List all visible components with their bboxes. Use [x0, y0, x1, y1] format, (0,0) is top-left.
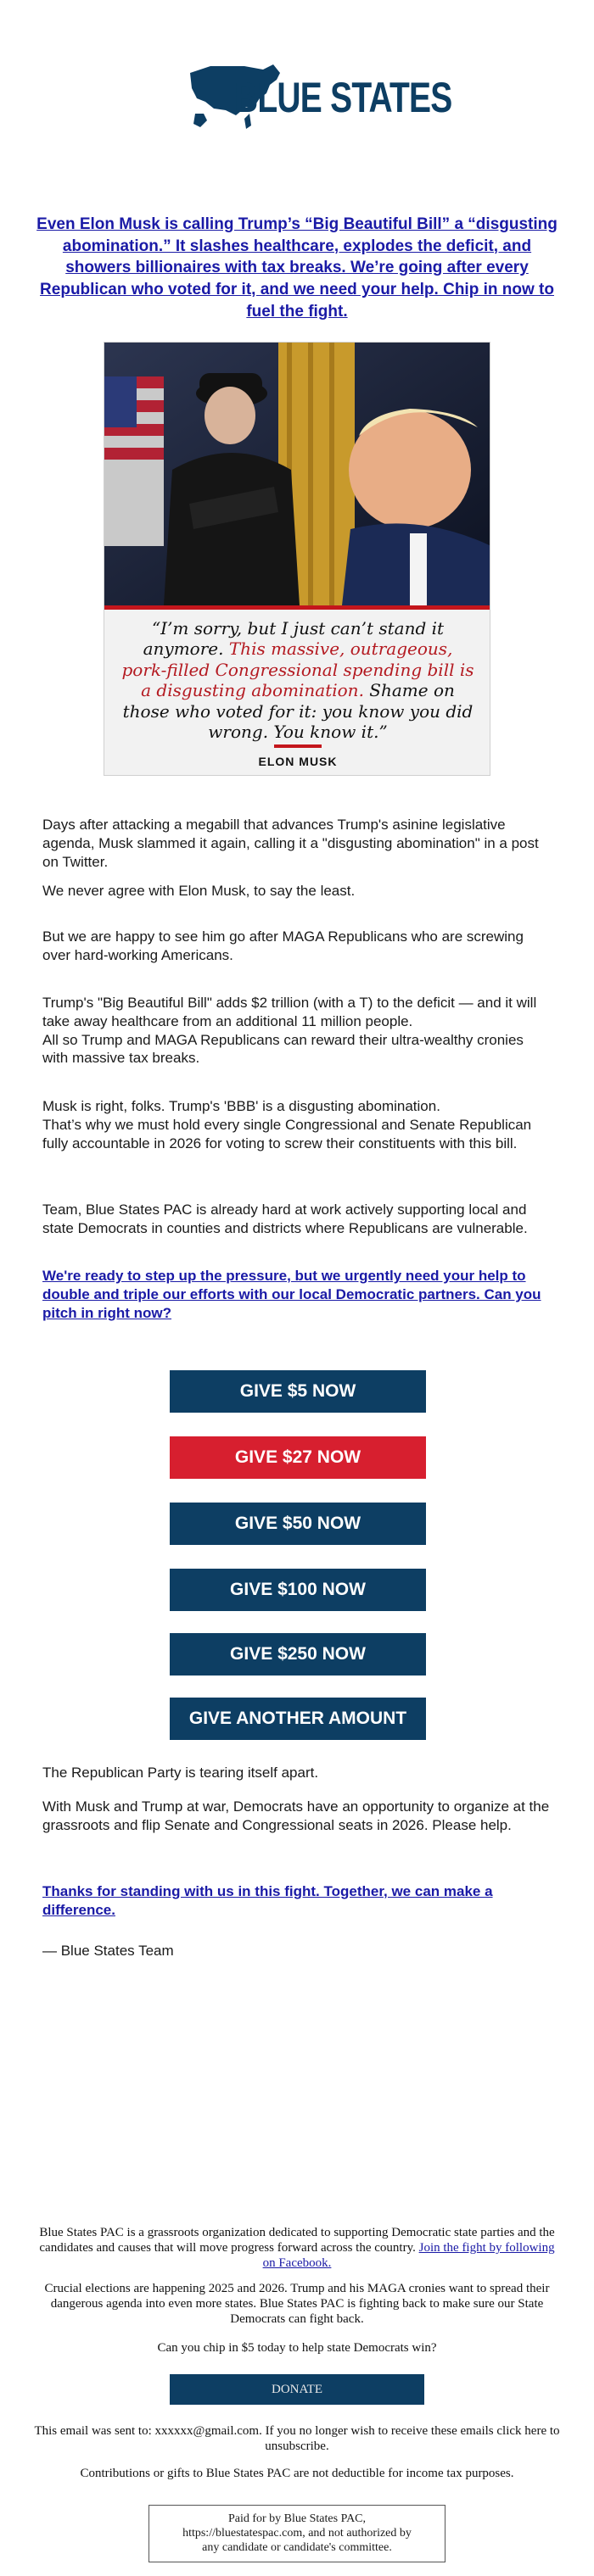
- hero-red-divider: [104, 605, 490, 610]
- footer-sent-to: This email was sent to: xxxxxx@gmail.com. If you no longer wish to receive these emails click here to unsubscribe.: [34, 2424, 560, 2453]
- give-50-button[interactable]: GIVE $50 NOW: [170, 1503, 426, 1545]
- photo-illustration: [104, 343, 490, 605]
- brand-logo[interactable]: [185, 54, 452, 139]
- footer-contributions: Contributions or gifts to Blue States PAC are not deductible for income tax purposes.: [80, 2467, 514, 2480]
- paragraph-3: But we are happy to see him go after MAGA Republicans who are screwing over hard-working Americans.: [42, 928, 524, 963]
- give-250-button[interactable]: GIVE $250 NOW: [170, 1633, 426, 1676]
- signoff: — Blue States Team: [42, 1943, 174, 1959]
- quote-attribution: ELON MUSK: [258, 755, 338, 768]
- footer-chip-in: Can you chip in $5 today to help state Democrats win?: [157, 2341, 437, 2355]
- paid-for-line-3: any candidate or candidate's committee.: [202, 2540, 392, 2554]
- hero-card[interactable]: [104, 342, 490, 776]
- paragraph-5-line-2: That’s why we must hold every single Congressional and Senate Republican fully accountable in 2026 for voting to screw their constituents with this bill.: [42, 1116, 532, 1151]
- paragraph-4-line-2: All so Trump and MAGA Republicans can reward their ultra-wealthy cronies with massive tax breaks.: [42, 1031, 524, 1067]
- paragraph-5: [42, 1097, 552, 1152]
- paragraph-1: Days after attacking a megabill that advances Trump's asinine legislative agenda, Musk slammed it again, calling it a "disgusting abomination" in a post on Twitter.: [42, 817, 539, 870]
- footer-about-text: Blue States PAC is a grassroots organization dedicated to supporting Democratic state parties and the candidates and causes that will move progress forward across the country.: [39, 2226, 555, 2255]
- paid-for-disclaimer: [148, 2505, 446, 2562]
- give-27-button[interactable]: GIVE $27 NOW: [170, 1436, 426, 1479]
- cta-link[interactable]: We're ready to step up the pressure, but we urgently need your help to double and triple our efforts with our local Democratic partners. Can you pitch in right now?: [42, 1268, 541, 1321]
- paid-for-line-2: https://bluestatespac.com, and not authorized by: [182, 2526, 412, 2540]
- quote-text-end: Shame on those who voted for it: you know you did wrong. You know it.”: [122, 680, 474, 742]
- intro-link[interactable]: Even Elon Musk is calling Trump’s “Big Beautiful Bill” a “disgusting abomination.” It slashes healthcare, explodes the deficit, and showers billionaires with tax breaks. We’re going after every Republican who voted for it, and we need your help. Chip in now to fuel the fight.: [36, 215, 558, 321]
- quote-rule: [274, 744, 322, 748]
- give-5-button[interactable]: GIVE $5 NOW: [170, 1370, 426, 1413]
- paragraph-4: [42, 994, 552, 1068]
- cta-paragraph: [42, 1267, 552, 1322]
- paid-for-line-1: Paid for by Blue States PAC,: [227, 2512, 367, 2525]
- quote-text-start: “I’m sorry, but I just can’t stand it anymore.: [143, 618, 445, 660]
- give-100-button[interactable]: GIVE $100 NOW: [170, 1569, 426, 1611]
- footer-about: [34, 2225, 560, 2271]
- paragraph-7: The Republican Party is tearing itself apart.: [42, 1765, 319, 1781]
- paragraph-5-line-1: Musk is right, folks. Trump's 'BBB' is a disgusting abomination.: [42, 1098, 440, 1114]
- paragraph-8: With Musk and Trump at war, Democrats have an opportunity to organize at the grassroots and flip Senate and Congressional seats in 2026. Please help.: [42, 1798, 550, 1833]
- facebook-link[interactable]: Join the fight by following on Facebook.: [262, 2241, 555, 2270]
- quote-highlight: This massive, outrageous, pork-filled Congressional spending bill is a disgusting abomination.: [121, 638, 474, 701]
- paragraph-2: We never agree with Elon Musk, to say the least.: [42, 883, 356, 899]
- logo-wordmark: BLUE STATES: [234, 74, 452, 121]
- footer-elections: Crucial elections are happening 2025 and 2026. Trump and his MAGA cronies want to spread their dangerous agenda into even more states. Blue States PAC is fighting back to make sure our State Democrats can fight back.: [44, 2282, 550, 2326]
- hero-photo: [104, 343, 490, 605]
- intro-callout: [34, 214, 560, 322]
- hero-quote: [121, 618, 474, 742]
- paragraph-6: Team, Blue States PAC is already hard at work actively supporting local and state Democrats in counties and districts where Republicans are vulnerable.: [42, 1202, 528, 1236]
- thanks-link[interactable]: Thanks for standing with us in this fight. Together, we can make a difference.: [42, 1883, 493, 1918]
- thanks-paragraph: [42, 1882, 552, 1920]
- paragraph-4-line-1: Trump's "Big Beautiful Bill" adds $2 trillion (with a T) to the deficit — and it will take away healthcare from an additional 11 million people.: [42, 995, 537, 1029]
- give-another-amount-button[interactable]: GIVE ANOTHER AMOUNT: [170, 1698, 426, 1740]
- donate-button[interactable]: DONATE: [170, 2374, 424, 2405]
